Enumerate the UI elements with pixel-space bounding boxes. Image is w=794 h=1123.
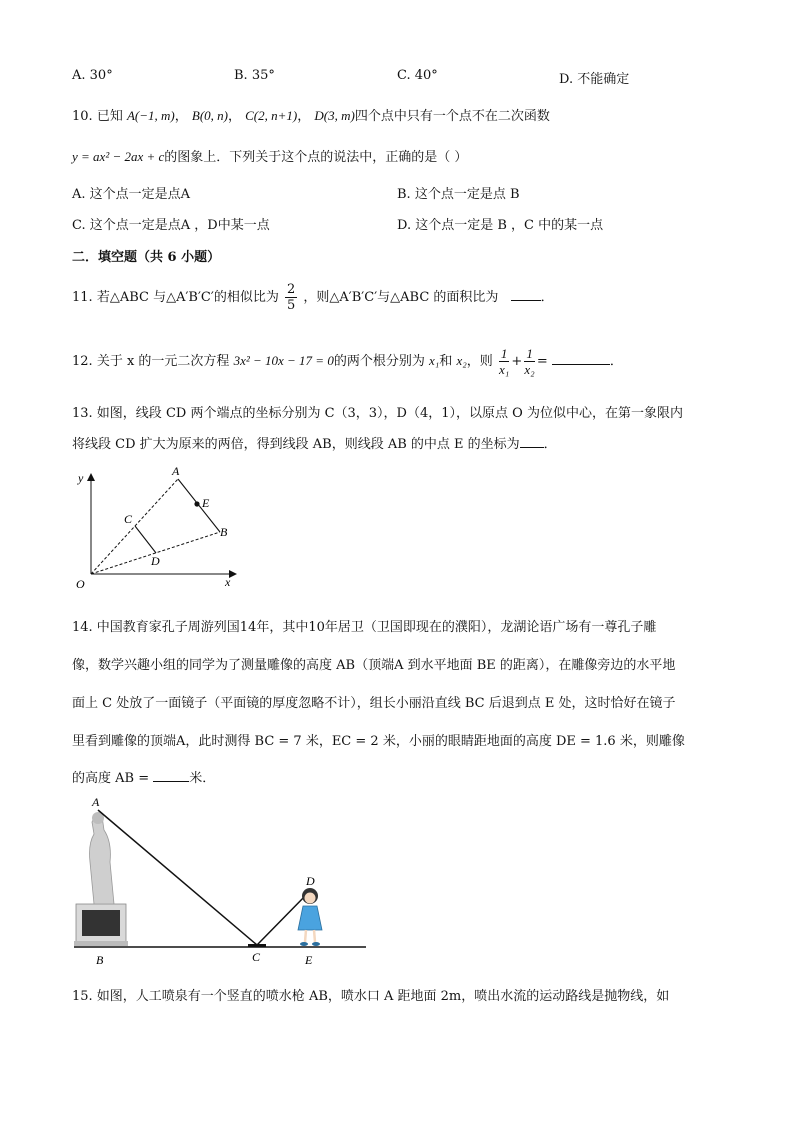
q10-text3: 的图象上．下列关于这个点的说法中，正确的是（ ） (164, 150, 468, 165)
confucius-statue (90, 815, 115, 904)
q14-statue-mirror-figure (70, 792, 370, 968)
q10-text1: 已知 (96, 109, 123, 124)
q13-answer-blank (520, 435, 544, 448)
q10-function: y = ax² − 2ax + c (72, 149, 165, 164)
pedestal-plaque (82, 910, 120, 936)
label-a: A (92, 795, 100, 809)
q12-text1: 关于 x 的一元二次方程 (96, 354, 230, 369)
label-b: B (220, 525, 228, 539)
pedestal-base (74, 941, 128, 946)
q15-stem-line1: 15. 如图，人工喷泉有一个竖直的喷水枪 AB，喷水口 A 距地面 2m，喷出水流的运动路线是抛物线，如 (72, 989, 670, 1004)
girl-shoe-left (300, 942, 308, 946)
q10-point-c: C(2, n+1) (245, 108, 298, 123)
q12-frac2-den: x₂ (524, 362, 535, 377)
label-c: C (252, 950, 261, 964)
girl-dress (298, 906, 322, 930)
q12-equation: 3x² − 10x − 17 = 0 (233, 353, 334, 368)
q14-stem-line3: 面上 C 处放了一面镜子（平面镜的厚度忽略不计），组长小丽沿直线 BC 后退到点 E 处，这时恰好在镜子 (72, 696, 676, 711)
q9-option-a: A. 30° (72, 68, 113, 83)
label-d: D (306, 874, 315, 888)
q9-option-d: D. 不能确定 (559, 72, 630, 87)
q12-frac2-num: 1 (526, 346, 533, 361)
q13-end: ． (543, 437, 557, 452)
q12-equals: = (536, 354, 548, 369)
q12-text3: ，则 (466, 354, 493, 369)
x-axis-label: x (225, 575, 231, 589)
q10-text2: 四个点中只有一个点不在二次函数 (354, 109, 550, 124)
q12-plus: + (511, 354, 523, 369)
label-o: O (76, 577, 85, 591)
q10-stem-line2 (72, 146, 467, 165)
q12-x2: x₂ (456, 353, 467, 368)
y-axis-label: y (78, 471, 84, 485)
girl-face (305, 893, 316, 904)
q14-stem-line2: 像，数学兴趣小组的同学为了测量雕像的高度 AB（顶端A 到水平地面 BE 的距离），在雕像旁边的水平地 (72, 658, 676, 673)
q10-point-d: D(3, m) (314, 108, 355, 123)
q14-text5b: 米． (189, 771, 216, 786)
label-c: C (124, 512, 133, 526)
q12-stem (72, 343, 623, 380)
q10-option-d: D. 这个点一定是 B ，C 中的某一点 (397, 218, 604, 233)
label-b: B (96, 953, 104, 967)
q12-frac1-num: 1 (500, 346, 508, 361)
q14-stem-line4: 里看到雕像的顶端A，此时测得 BC = 7 米，EC = 2 米，小丽的眼睛距地面的高度 DE = 1.6 米，则雕像 (72, 734, 685, 749)
mirror (248, 944, 266, 947)
girl-shoe-right (312, 942, 320, 946)
q12-number: 12. (72, 354, 93, 369)
q10-point-a: A(−1, m) (126, 108, 175, 123)
q9-option-b: B. 35° (234, 68, 275, 83)
q14-text5a: 的高度 AB = (72, 771, 150, 786)
q12-fraction-1 (499, 346, 510, 377)
q10-option-c: C. 这个点一定是点A ，D中某一点 (72, 218, 270, 233)
label-a: A (172, 464, 180, 478)
q10-option-b: B. 这个点一定是点 B (397, 187, 520, 202)
q10-stem-line1: 10. 已知 A(−1, m)， B(0, n)， C(2, n+1)， D(3, m)四个点中只有一个点不在二次函数 (72, 108, 550, 124)
q12-answer-blank (552, 352, 610, 365)
q13-text2: 将线段 CD 扩大为原来的两倍，得到线段 AB，则线段 AB 的中点 E 的坐标为 (72, 437, 520, 452)
q11-answer-blank (511, 288, 541, 301)
q11-stem (72, 281, 554, 315)
q11-ratio-fraction (285, 282, 297, 313)
q13-stem-line1: 13. 如图，线段 CD 两个端点的坐标分别为 C（3，3），D（4，1），以原点 O 为位似中心，在第一象限内 (72, 406, 683, 421)
q10-number: 10. (72, 109, 93, 124)
section-heading: 二．填空题（共 6 小题） (72, 250, 221, 265)
q12-fraction-2 (524, 346, 535, 377)
q12-end: ． (609, 354, 623, 369)
point-e (194, 501, 199, 506)
q11-number: 11. (72, 290, 93, 305)
girl-leg-left (305, 930, 306, 942)
q12-frac1-den: x₁ (499, 362, 510, 377)
q12-text2: 的两个根分别为 (333, 354, 425, 369)
segment-cd (135, 526, 156, 553)
q12-and: 和 (439, 354, 453, 369)
q11-frac-num: 2 (286, 282, 296, 297)
q12-x1: x₁ (429, 353, 440, 368)
label-d: D (151, 554, 160, 568)
q11-text1: 若△ABC 与△A′B′C′的相似比为 (96, 290, 279, 305)
q10-option-a: A. 这个点一定是点A (72, 187, 191, 202)
q13-coordinate-figure (70, 462, 250, 592)
q11-frac-den: 5 (286, 298, 296, 313)
label-e: E (305, 953, 313, 967)
q9-option-c: C. 40° (397, 68, 438, 83)
q10-point-b: B(0, n) (191, 108, 228, 123)
q14-stem-line1: 14. 中国教育家孔子周游列国14年，其中10年居卫（卫国即现在的濮阳），龙湖论语广场有一尊孔子雕 (72, 620, 657, 635)
q13-stem-line2 (72, 433, 557, 452)
q11-end: ． (540, 290, 554, 305)
q11-text2: ，则△A′B′C′与△ABC 的面积比为 (303, 290, 499, 305)
q14-answer-blank (153, 769, 189, 782)
girl-leg-right (314, 930, 315, 942)
q14-stem-line5 (72, 767, 215, 786)
label-e: E (202, 496, 210, 510)
